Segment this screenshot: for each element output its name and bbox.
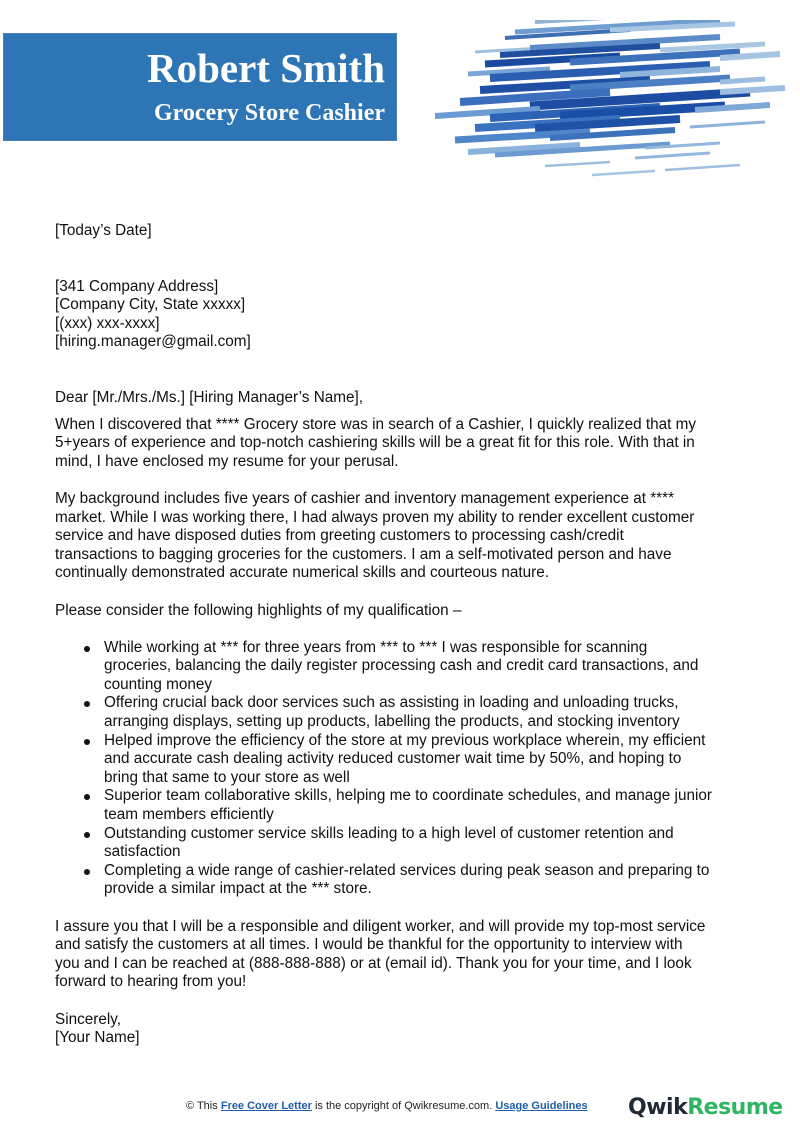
text-line: Completing a wide range of cashier-related services during peak season and preparing to <box>104 861 710 879</box>
text-line: Superior team collaborative skills, helping me to coordinate schedules, and manage junior <box>104 787 712 805</box>
closing-paragraph <box>55 918 775 992</box>
text-line: Offering crucial back door services such as assisting in loading and unloading trucks, <box>104 694 679 712</box>
text-line: While working at *** for three years from *** to *** I was responsible for scanning <box>104 638 648 656</box>
text-line: satisfaction <box>104 843 181 861</box>
text-line: and satisfy the customers at all times. I would be thankful for the opportunity to interview with <box>55 936 683 954</box>
text-line: bring that same to your store as well <box>104 768 350 786</box>
text-line: transactions to bagging groceries for the customers. I am a self-motivated person and have <box>55 545 672 563</box>
usage-guidelines-link[interactable]: Usage Guidelines <box>495 1100 588 1112</box>
logo-resume-text: Resume <box>687 1095 783 1120</box>
highlights-list <box>55 639 775 899</box>
text-line: Outstanding customer service skills leading to a high level of customer retention and <box>104 824 674 842</box>
text-line: and accurate cash dealing activity reduced customer wait time by 50%, and hoping to <box>104 750 682 768</box>
text-line: counting money <box>104 675 212 693</box>
text-line: Helped improve the efficiency of the store at my previous workplace wherein, my efficient <box>104 731 706 749</box>
text-line: 5+years of experience and top-notch cashiering skills will be a great fit for this role. With that in <box>55 434 695 452</box>
job-title: Grocery Store Cashier <box>153 100 385 126</box>
list-item <box>55 694 775 731</box>
text-line: forward to hearing from you! <box>55 973 247 991</box>
copyright-notice <box>186 1100 588 1112</box>
signoff: Sincerely, <box>55 1010 122 1028</box>
copyright-middle: is the copyright of Qwikresume.com. <box>311 1100 496 1112</box>
decorative-blue-streaks-graphic <box>420 20 800 190</box>
copyright-prefix: © This <box>186 1100 221 1112</box>
recipient-email: [hiring.manager@gmail.com] <box>55 333 251 351</box>
recipient-address: [341 Company Address] <box>55 277 219 295</box>
list-item <box>55 732 775 788</box>
signature: [Your Name] <box>55 1029 140 1047</box>
text-line: you and I can be reached at (888-888-888) or at (email id). Thank you for your time, and I look <box>55 954 692 972</box>
text-line: provide a similar impact at the *** store. <box>104 880 372 898</box>
text-line: market. While I was working there, I had always proven my ability to render excellent customer <box>55 508 695 526</box>
background-paragraph <box>55 490 775 583</box>
list-item <box>55 862 775 899</box>
salutation: Dear [Mr./Mrs./Ms.] [Hiring Manager’s Name], <box>55 388 363 406</box>
list-item <box>55 639 775 695</box>
logo-qwik-text: Qwik <box>628 1095 688 1120</box>
text-line: groceries, balancing the daily register processing cash and credit card transactions, and <box>104 657 699 675</box>
text-line: mind, I have enclosed my resume for your perusal. <box>55 452 399 470</box>
list-item <box>55 825 775 862</box>
footer <box>0 1095 800 1120</box>
text-line: continually demonstrated accurate numerical skills and courteous nature. <box>55 564 550 582</box>
free-cover-letter-link[interactable]: Free Cover Letter <box>220 1100 312 1112</box>
text-line: My background includes five years of cashier and inventory management experience at **** <box>55 489 675 507</box>
list-item <box>55 787 775 824</box>
qwikresume-logo[interactable] <box>628 1095 783 1120</box>
highlights-intro: Please consider the following highlights of my qualification – <box>55 601 462 619</box>
text-line: service and have disposed duties from greeting customers to processing cash/credit <box>55 527 624 545</box>
letter-body <box>55 222 775 1048</box>
name-banner <box>3 33 397 141</box>
text-line: arranging displays, setting up products, labelling the products, and stocking inventory <box>104 713 680 731</box>
recipient-address-block <box>55 278 775 352</box>
recipient-phone: [(xxx) xxx-xxxx] <box>55 314 160 332</box>
text-line: team members efficiently <box>104 806 274 824</box>
candidate-name: Robert Smith <box>146 45 385 91</box>
intro-paragraph <box>55 416 775 472</box>
text-line: When I discovered that **** Grocery store was in search of a Cashier, I quickly realized that my <box>55 415 697 433</box>
recipient-city-state: [Company City, State xxxxx] <box>55 296 246 314</box>
letter-date: [Today’s Date] <box>55 222 152 239</box>
text-line: I assure you that I will be a responsible and diligent worker, and will provide my top-most service <box>55 917 706 935</box>
